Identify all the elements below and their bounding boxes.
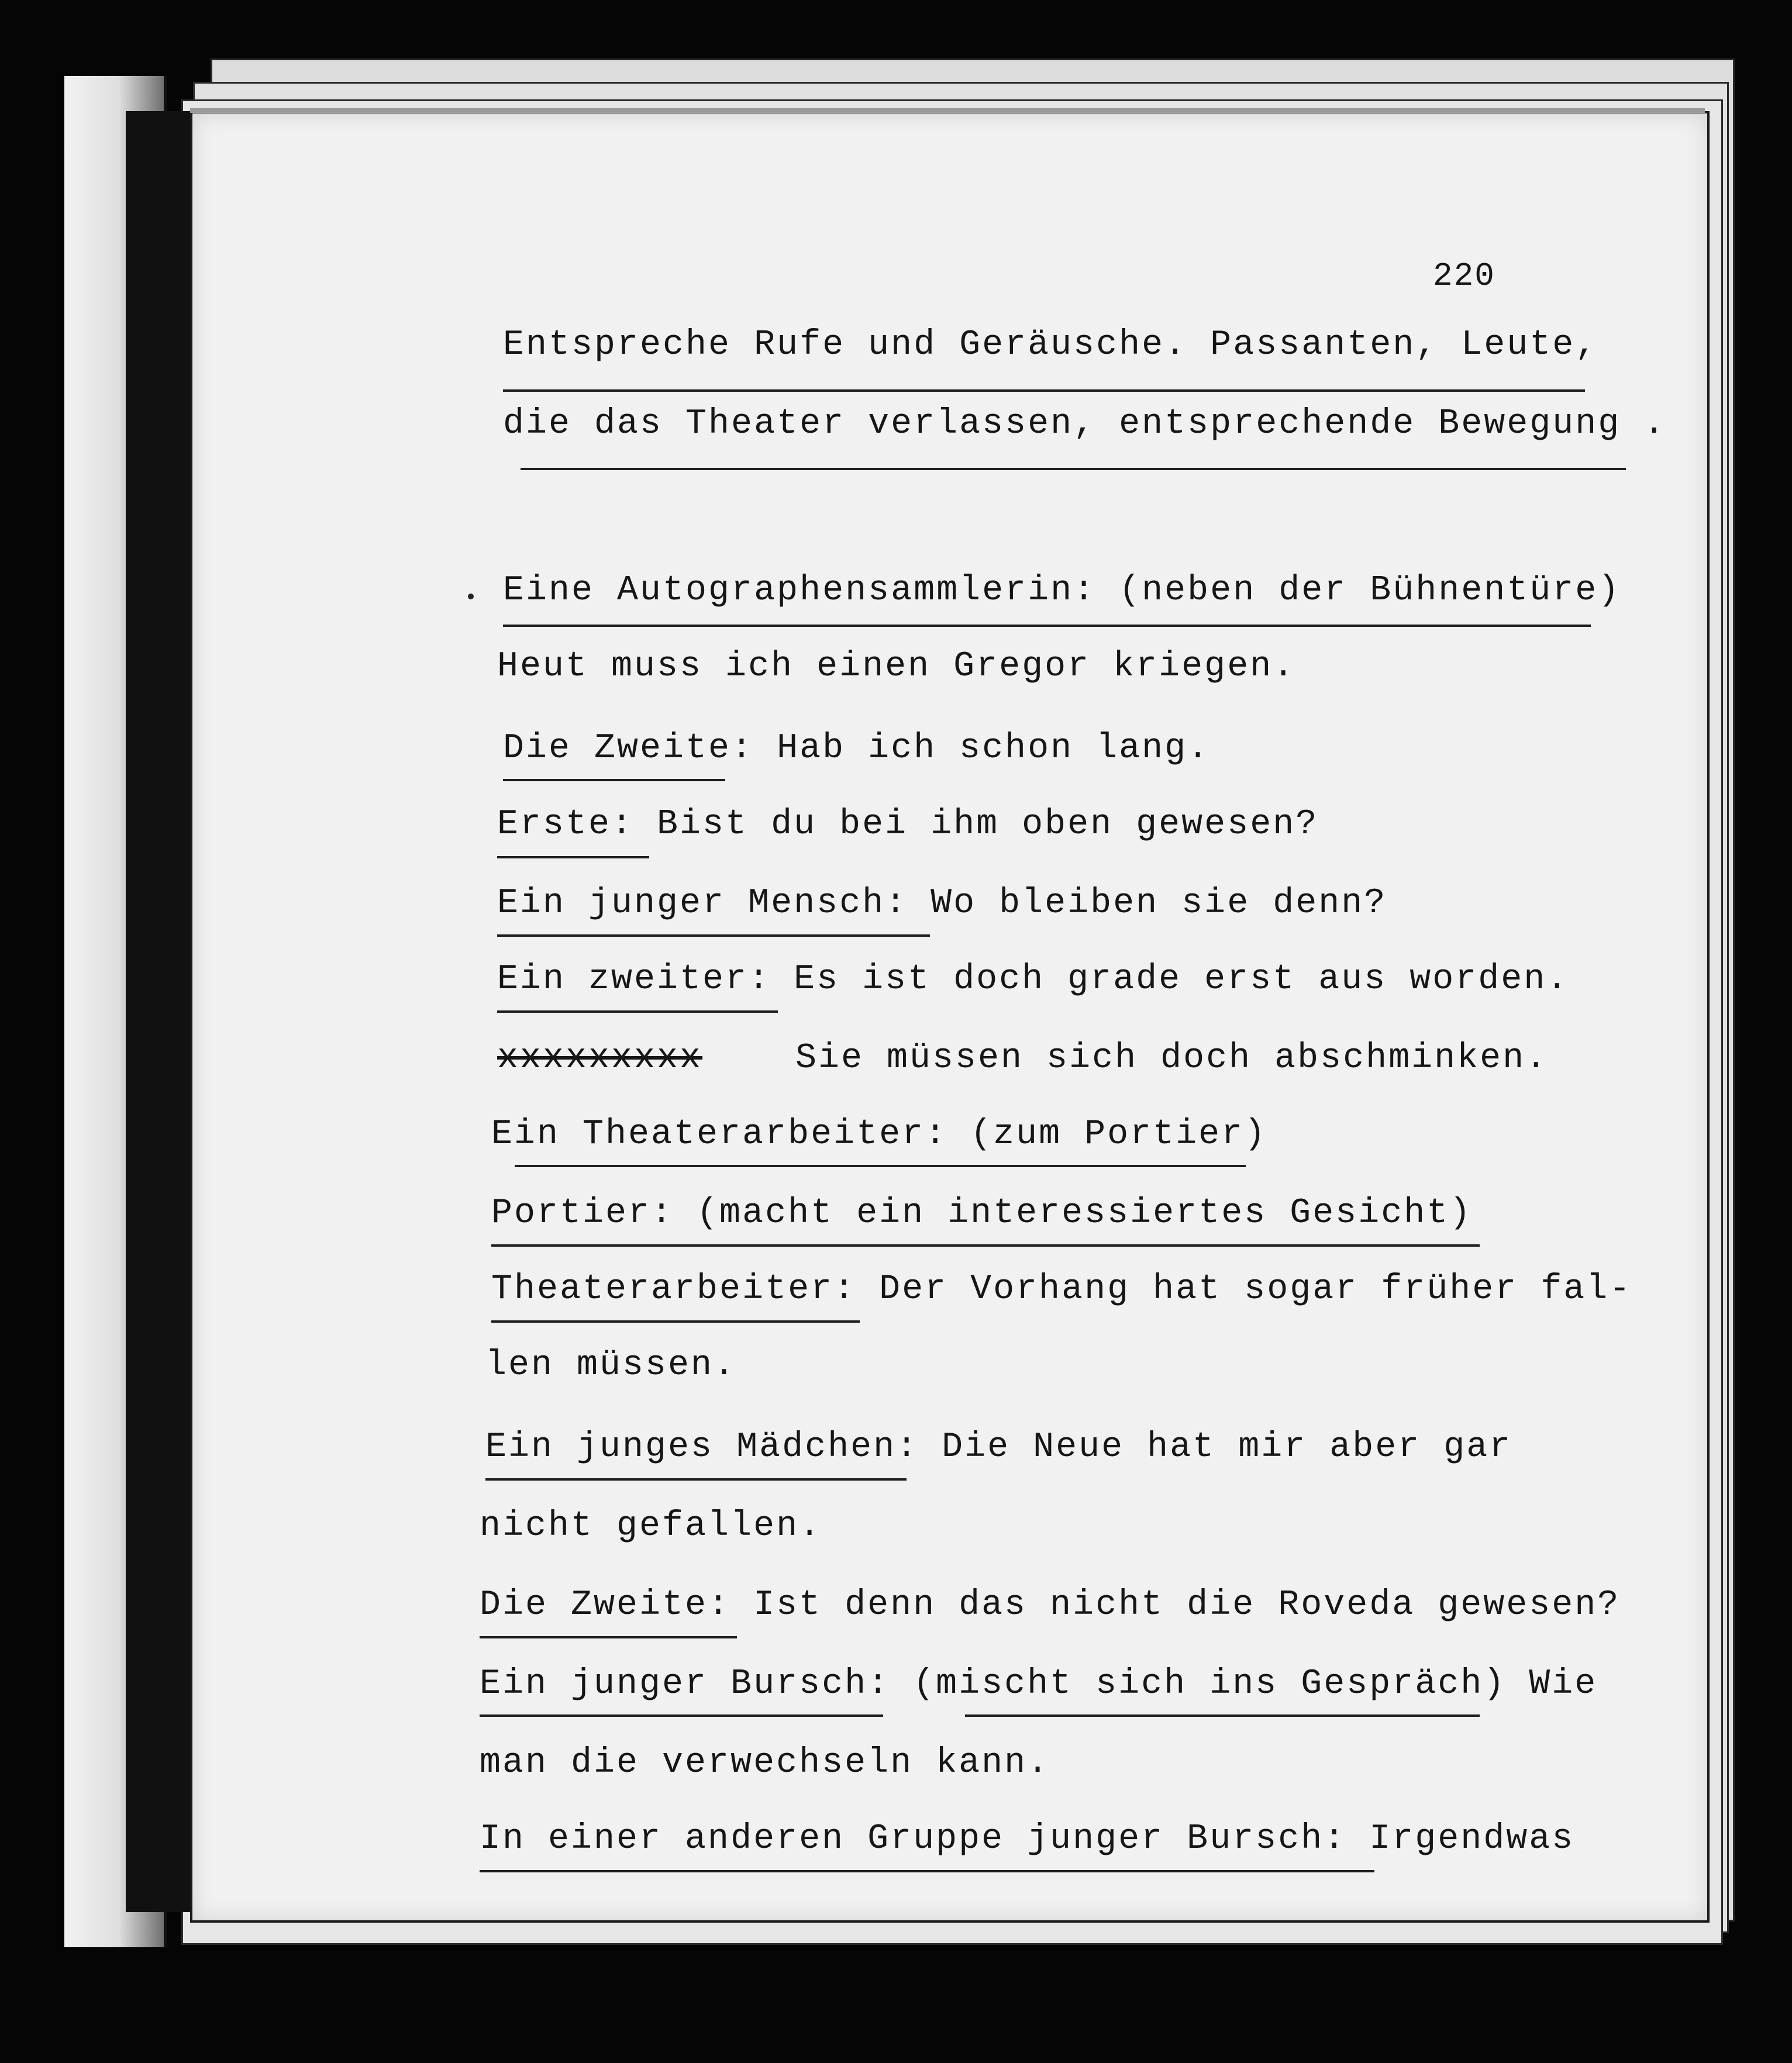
underline xyxy=(521,468,1626,470)
underline xyxy=(485,1478,907,1481)
underline xyxy=(480,1870,1374,1872)
underline xyxy=(497,1010,778,1013)
dialogue-line: Ein junges Mädchen: Die Neue hat mir aber gar xyxy=(485,1427,1512,1467)
dialogue-line: Erste: Bist du bei ihm oben gewesen? xyxy=(497,805,1319,844)
stage-direction-line: die das Theater verlassen, entsprechende Bewegung . xyxy=(503,404,1667,444)
underline xyxy=(965,1714,1480,1717)
underline xyxy=(491,1320,860,1323)
dialogue-line: Portier: (macht ein interessiertes Gesicht) xyxy=(491,1193,1473,1233)
underline xyxy=(503,625,1591,627)
dialogue-line: Ein junger Bursch: (mischt sich ins Gespräch) Wie xyxy=(480,1664,1598,1704)
page-number: 220 xyxy=(1433,257,1495,295)
underline xyxy=(480,1714,883,1717)
binding-shadow xyxy=(126,111,190,1912)
stage-direction-line: Entspreche Rufe und Geräusche. Passanten, Leute, xyxy=(503,325,1598,365)
dialogue-line: Ein Theaterarbeiter: (zum Portier) xyxy=(491,1115,1267,1154)
underline xyxy=(515,1165,1246,1167)
dialogue-line: nicht gefallen. xyxy=(480,1506,822,1546)
dialogue-line: Heut muss ich einen Gregor kriegen. xyxy=(497,647,1296,686)
dialogue-line: Ein zweiter: Es ist doch grade erst aus worden. xyxy=(497,960,1570,999)
dialogue-line: Eine Autographensammlerin: (neben der Bühnentüre) xyxy=(503,571,1621,610)
underline xyxy=(503,389,1585,392)
underline xyxy=(491,1244,1480,1247)
dialogue-line: Die Zweite: Hab ich schon lang. xyxy=(503,729,1211,768)
typewritten-page xyxy=(190,111,1710,1923)
dialogue-line: man die verwechseln kann. xyxy=(480,1743,1050,1783)
dialogue-line: In einer anderen Gruppe junger Bursch: Irgendwas xyxy=(480,1819,1575,1859)
dialogue-line: Ein junger Mensch: Wo bleiben sie denn? xyxy=(497,884,1387,923)
page-top-edge xyxy=(190,108,1705,113)
dialogue-line: len müssen. xyxy=(485,1346,737,1385)
underline xyxy=(503,779,725,781)
underline xyxy=(497,856,649,858)
dialogue-line: Sie müssen sich doch abschminken. xyxy=(795,1039,1549,1078)
dialogue-line: Die Zweite: Ist denn das nicht die Roveda gewesen? xyxy=(480,1585,1621,1625)
underline xyxy=(480,1636,737,1638)
dialogue-line: Theaterarbeiter: Der Vorhang hat sogar früher fal- xyxy=(491,1269,1632,1309)
struck-out-text: xxxxxxxxx xyxy=(497,1039,703,1078)
underline xyxy=(497,934,930,937)
margin-dot xyxy=(468,594,474,599)
